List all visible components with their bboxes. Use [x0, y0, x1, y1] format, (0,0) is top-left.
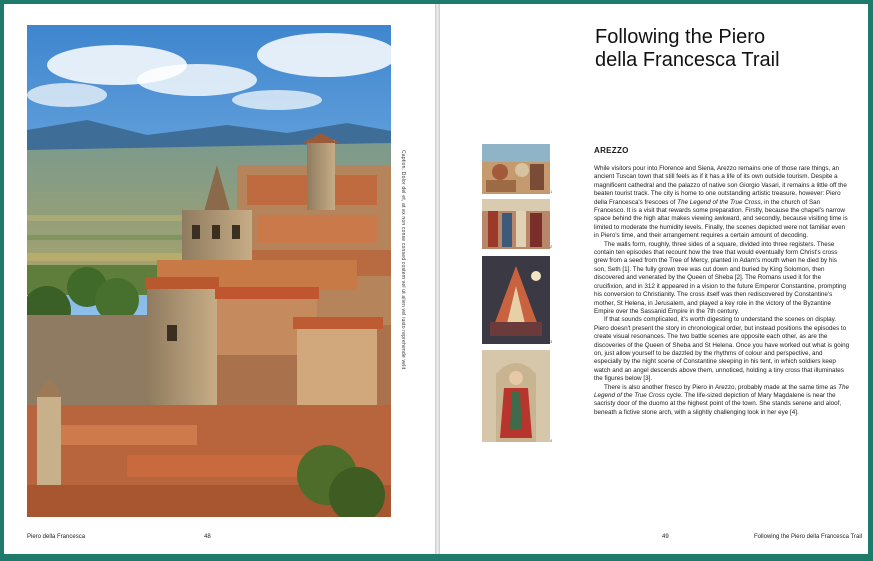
paragraph-4: [594, 384, 850, 418]
hero-photo: [27, 25, 391, 517]
arezzo-town-illustration: [27, 25, 391, 517]
paragraph-3-text: If that sounds complicated, it's worth digesting to understand the scenes on display. Piero doesn't present the story in chronological order, but instead positions the episodes to create visual resonances. The two battle scenes are opposite each other, as are the discoveries of the Queen of Sheba and St Helena. Once you have worked out what is going on, just allow yourself to be dazzled by the rhythms of colour and perspective, and especially by the night scene of Constantine sleeping in his tent, in which soldiers keep watch and an angel descends above them, unnoticed, holding a tiny cross that illuminates the figures below [3].: [594, 316, 850, 383]
paragraph-1: [594, 165, 850, 241]
right-page: [440, 4, 868, 554]
article-body: [594, 165, 850, 417]
thumbnail-fresco-1: [482, 144, 553, 194]
thumbnail-fresco-4: [482, 350, 553, 443]
fresco-queen-of-sheba-image: [482, 199, 553, 249]
thumbnail-number-2: 2: [550, 244, 553, 249]
page-number-right: 49: [662, 534, 669, 540]
paragraph-3: [594, 316, 850, 383]
paragraph-1-text-a: While visitors pour into Florence and Siena, Arezzo remains one of those rare things, an ancient Tuscan town that still feels as if it has a life of its own outside tourism. Despite a magnificent cathedral and the palazzo of native son Giorgio Vasari, it remains a little off the beaten tourist track. The city is home to one outstanding artistic treasure, however: Piero della Francesca's frescoes of: [594, 165, 847, 206]
running-head-right: Following the Piero della Francesca Trail: [753, 534, 862, 540]
paragraph-2-text: The walls form, roughly, three sides of a square, divided into three registers. These contain ten episodes that recount how the tree that would eventually form Christ's cross grew from a seed from the Tree of Mercy, planted in Adam's mouth when he died by his son, Seth [1]. The fully grown tree was cut down and buried by King Solomon, then discovered and venerated by the Queen of Sheba [2]. The Romans used it for the crucifixion, and in 312 it appeared in a vision to the future Emperor Constantine, prompting his conversion to Christianity. The cross itself was then rediscovered by Constantine's mother, St Helena, in Jerusalem, and played a key role in the victory of the Byzantine Empire over the Sassanid Empire in the 7th century.: [594, 240, 847, 315]
title-line-1: Following the Piero: [595, 26, 766, 48]
page-title: [595, 26, 780, 72]
left-page: [4, 4, 435, 554]
fresco-dream-of-constantine-image: [482, 256, 553, 344]
paragraph-1-text-b: , in the church of San Francesco. It is a visit that rewards some preparation. Firstly, because the chapel's narrow space behind the high altar makes viewing awkward, and secondly, because visiting time is limited to moderate the humidity levels. Finally, the scenes depicted were not familiar even in Piero's time, and their arrangement requires a certain amount of decoding.: [594, 198, 848, 240]
fresco-death-of-adam-image: [482, 144, 553, 194]
thumbnail-number-3: 3: [550, 339, 553, 344]
title-line-2: della Francesca Trail: [595, 49, 780, 71]
photo-caption: Caption: Dolor del et, at ex non conse consed costem vel ut alien vel iusto reprehende velit: [400, 150, 406, 370]
paragraph-4-italic: The Legend of the True Cross: [594, 383, 850, 399]
paragraph-2: [594, 241, 850, 317]
running-head-left: Piero della Francesca: [27, 534, 86, 540]
paragraph-4-text-b: cycle. The life-sized depiction of Mary Magdalene is near the sacristy door of the duomo at the highest point of the town. She stands serene and aloof, beneath a fictive stone arch, with a slightly challenging look in her eye [4].: [594, 391, 842, 416]
section-heading: AREZZO: [594, 146, 629, 155]
paragraph-1-italic: The Legend of the True Cross: [677, 198, 761, 206]
thumbnail-number-1: 1: [550, 189, 553, 194]
page-number-left: 48: [204, 534, 211, 540]
paragraph-4-text-a: There is also another fresco by Piero in Arezzo, probably made at the same time as: [604, 383, 839, 391]
thumbnail-number-4: 4: [550, 438, 553, 443]
thumbnail-fresco-2: [482, 199, 553, 249]
thumbnail-fresco-3: [482, 256, 553, 344]
fresco-mary-magdalene-image: [482, 350, 553, 443]
